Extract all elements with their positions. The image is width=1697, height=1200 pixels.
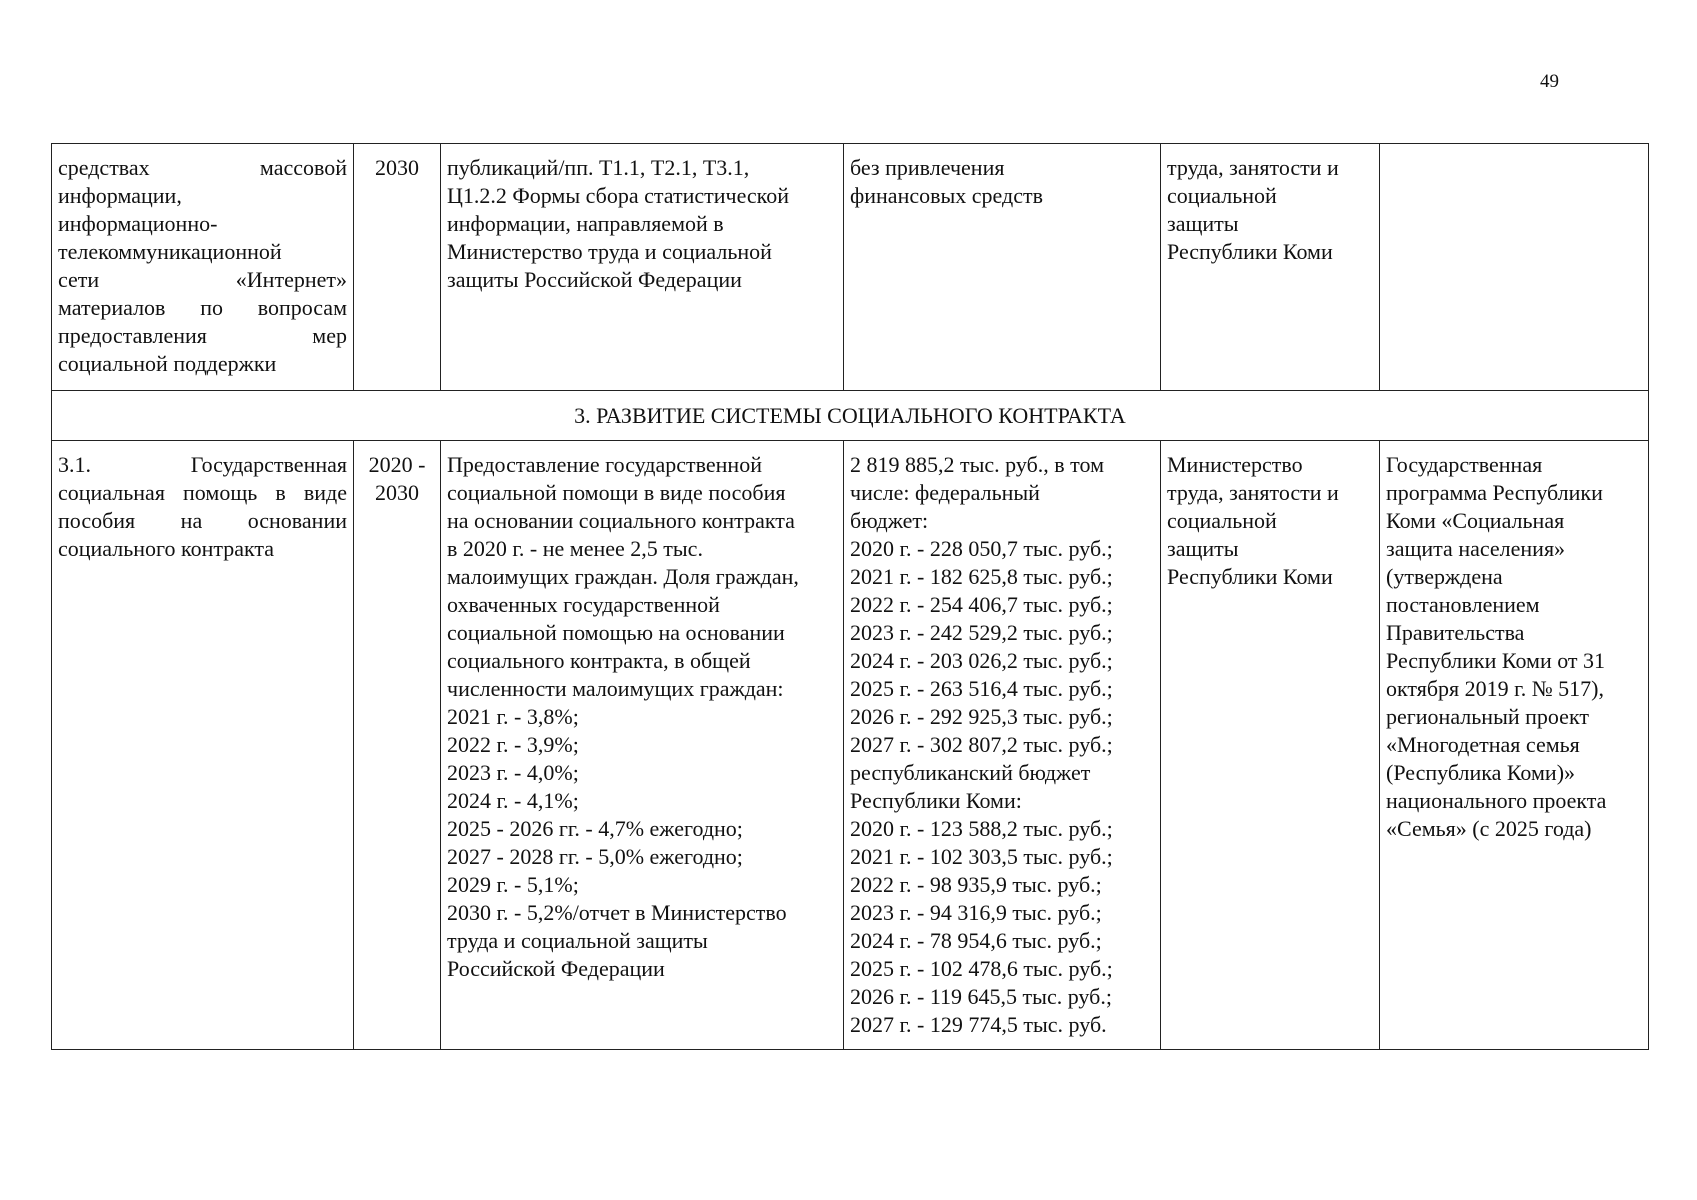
measure-line: социальной поддержки [58, 351, 277, 376]
basis-cell [1380, 144, 1649, 391]
measure-line: информации, [58, 183, 182, 208]
measure-line: социального контракта [58, 536, 275, 561]
measure-line: средствах массовой [58, 155, 347, 180]
section-row [52, 391, 1649, 441]
measure-line: 3.1. Государственная [58, 452, 347, 477]
funding-cell: 2 819 885,2 тыс. руб., в том числе: федеральный бюджет: 2020 г. - 228 050,7 тыс. руб.; 2021 г. - 182 625,8 тыс. руб.; 2022 г. - 254 406,7 тыс. руб.; 2023 г. - 242 529,2 тыс. руб.; 2024 г. - 203 026,2 тыс. руб.; 2025 г. - 263 516,4 тыс. руб.; 2026 г. - 292 925,3 тыс. руб.; 2027 г. - 302 807,2 тыс. руб.; республиканский бюджет Республики Коми: 2020 г. - 123 588,2 тыс. руб.; 2021 г. - 102 303,5 тыс. руб.; 2022 г. - 98 935,9 тыс. руб.; 2023 г. - 94 316,9 тыс. руб.; 2024 г. - 78 954,6 тыс. руб.; 2025 г. - 102 478,6 тыс. руб.; 2026 г. - 119 645,5 тыс. руб.; 2027 г. - 129 774,5 тыс. руб. [844, 441, 1161, 1050]
measure-line: материалов по вопросам [58, 295, 347, 320]
measure-cell [52, 144, 354, 391]
table-row [52, 441, 1649, 1050]
term-cell: 2030 [354, 144, 441, 391]
measure-line: сети «Интернет» [58, 267, 347, 292]
table-row [52, 144, 1649, 391]
basis-cell: Государственная программа Республики Коми «Социальная защита населения» (утверждена постановлением Правительства Республики Коми от 31 октября 2019 г. № 517), региональный проект «Многодетная семья (Республика Коми)» национального проекта «Семья» (с 2025 года) [1380, 441, 1649, 1050]
term-cell: 2020 - 2030 [354, 441, 441, 1050]
measures-table [51, 143, 1649, 1050]
measure-line: информационно- [58, 211, 218, 236]
result-cell: Предоставление государственной социальной помощи в виде пособия на основании социального контракта в 2020 г. - не менее 2,5 тыс. малоимущих граждан. Доля граждан, охваченных государственной социальной помощью на основании социального контракта, в общей численности малоимущих граждан: 2021 г. - 3,8%; 2022 г. - 3,9%; 2023 г. - 4,0%; 2024 г. - 4,1%; 2025 - 2026 гг. - 4,7% ежегодно; 2027 - 2028 гг. - 5,0% ежегодно; 2029 г. - 5,1%; 2030 г. - 5,2%/отчет в Министерство труда и социальной защиты Российской Федерации [441, 441, 844, 1050]
result-cell: публикаций/пп. Т1.1, Т2.1, Т3.1, Ц1.2.2 Формы сбора статистической информации, направляемой в Министерство труда и социальной защиты Российской Федерации [441, 144, 844, 391]
measure-line: социальная помощь в виде [58, 480, 347, 505]
measure-line: пособия на основании [58, 508, 347, 533]
funding-cell: без привлечения финансовых средств [844, 144, 1161, 391]
measure-line: предоставления мер [58, 323, 347, 348]
measure-line: телекоммуникационной [58, 239, 282, 264]
measure-cell [52, 441, 354, 1050]
executor-cell: Министерство труда, занятости и социальной защиты Республики Коми [1161, 441, 1380, 1050]
executor-cell: труда, занятости и социальной защиты Республики Коми [1161, 144, 1380, 391]
page-number: 49 [1540, 71, 1559, 92]
section-title: 3. РАЗВИТИЕ СИСТЕМЫ СОЦИАЛЬНОГО КОНТРАКТА [52, 391, 1649, 441]
